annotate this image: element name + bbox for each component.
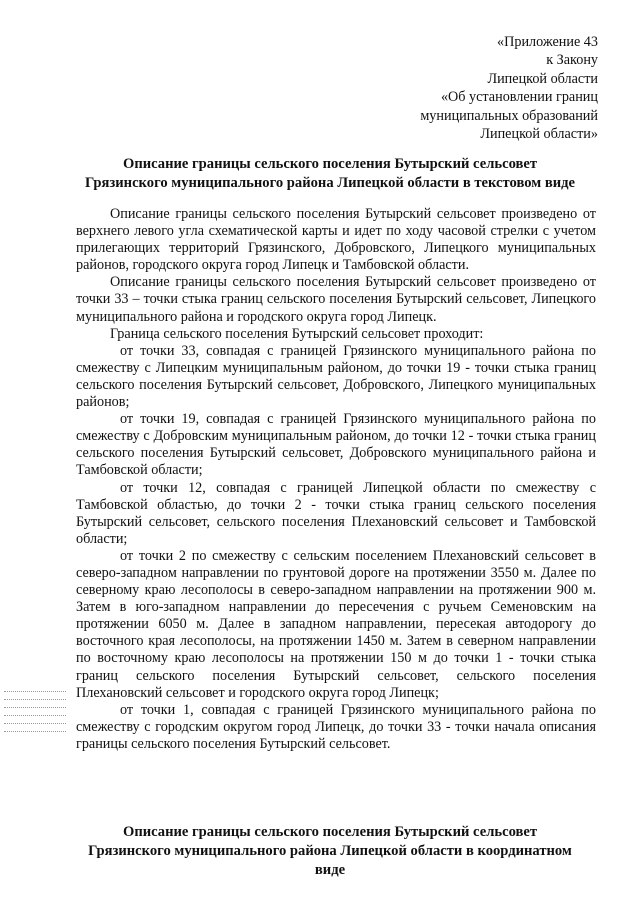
appendix-line: Липецкой области» <box>480 126 598 143</box>
appendix-line: Липецкой области <box>487 70 598 87</box>
appendix-line: «Об установлении границ <box>440 89 598 106</box>
boundary-description-body <box>76 206 596 753</box>
margin-stamp-marks <box>4 685 66 745</box>
text-description-heading <box>60 155 600 193</box>
appendix-line: к Закону <box>546 52 598 69</box>
appendix-line: «Приложение 43 <box>497 34 598 50</box>
heading-line: Грязинского муниципального района Липецкой области в координатном <box>88 843 572 859</box>
paragraph-segment-12-2: от точки 12, совпадая с границей Липецкой области по смежеству с Тамбовской областью, до точки 2 - точки стыка границ сельского поселения Бутырский сельсовет, сельского поселения Плехановский сельсовет и Тамбовской области; <box>76 479 596 547</box>
paragraph-boundary-passes: Граница сельского поселения Бутырский сельсовет проходит: <box>110 325 484 342</box>
appendix-header <box>420 33 598 143</box>
paragraph-intro: Описание границы сельского поселения Бутырский сельсовет произведено от верхнего левого угла схематической карты и идет по ходу часовой стрелки с учетом прилегающих территорий Грязинского, Добровского, Липецкого муниципальных районов, городского округа город Липецк и Тамбовской области. <box>76 206 596 274</box>
paragraph-segment-1-33: от точки 1, совпадая с границей Грязинского муниципального района по смежеству с городским округом город Липецк, до точки 33 - точки начала описания границы сельского поселения Бутырский сельсовет. <box>76 701 596 752</box>
heading-line: Описание границы сельского поселения Бутырский сельсовет <box>122 824 538 840</box>
paragraph-segment-33-19: от точки 33, совпадая с границей Грязинского муниципального района по смежеству с Липецким муниципальным районом, до точки 19 - точки стыка границ сельского поселения Бутырский сельсовет, Добровского, Липецкого муниципальных районов; <box>76 342 596 411</box>
heading-line: виде <box>314 862 346 878</box>
paragraph-segment-19-12: от точки 19, совпадая с границей Грязинского муниципального района по смежеству с Добровским муниципальным районом, до точки 12 - точки стыка границ сельского поселения Бутырский сельсовет, Добровского муниципального района и Тамбовской области; <box>76 411 596 479</box>
coordinate-description-heading <box>60 823 600 880</box>
heading-line: Описание границы сельского поселения Бутырский сельсовет <box>122 156 538 172</box>
appendix-line: муниципальных образований <box>420 107 598 124</box>
paragraph-segment-2-1: от точки 2 по смежеству с сельским поселением Плехановский сельсовет в северо-западном направлении по грунтовой дороге на протяжении 3550 м. Далее по северному краю лесополосы в северо-западном направлении на протяжении 900 м. Затем в юго-западном направлении до пересечения с ручьем Семеновским на протяжении 6050 м. Далее в западном направлении, пересекая автодорогу до восточного края лесополосы, на протяжении 1450 м. Затем в северном направлении по восточному краю лесополосы на протяжении 150 м до точки 1 - точки стыка границ сельского поселения Бутырский сельсовет, сельского поселения Плехановский сельсовет и городского округа город Липецк; <box>76 547 596 701</box>
paragraph-start-point: Описание границы сельского поселения Бутырский сельсовет произведено от точки 33 – точки стыка границ сельского поселения Бутырский сельсовет, Липецкого муниципального района и городского округа город Липецк. <box>76 274 596 325</box>
heading-line: Грязинского муниципального района Липецкой области в текстовом виде <box>85 175 575 191</box>
